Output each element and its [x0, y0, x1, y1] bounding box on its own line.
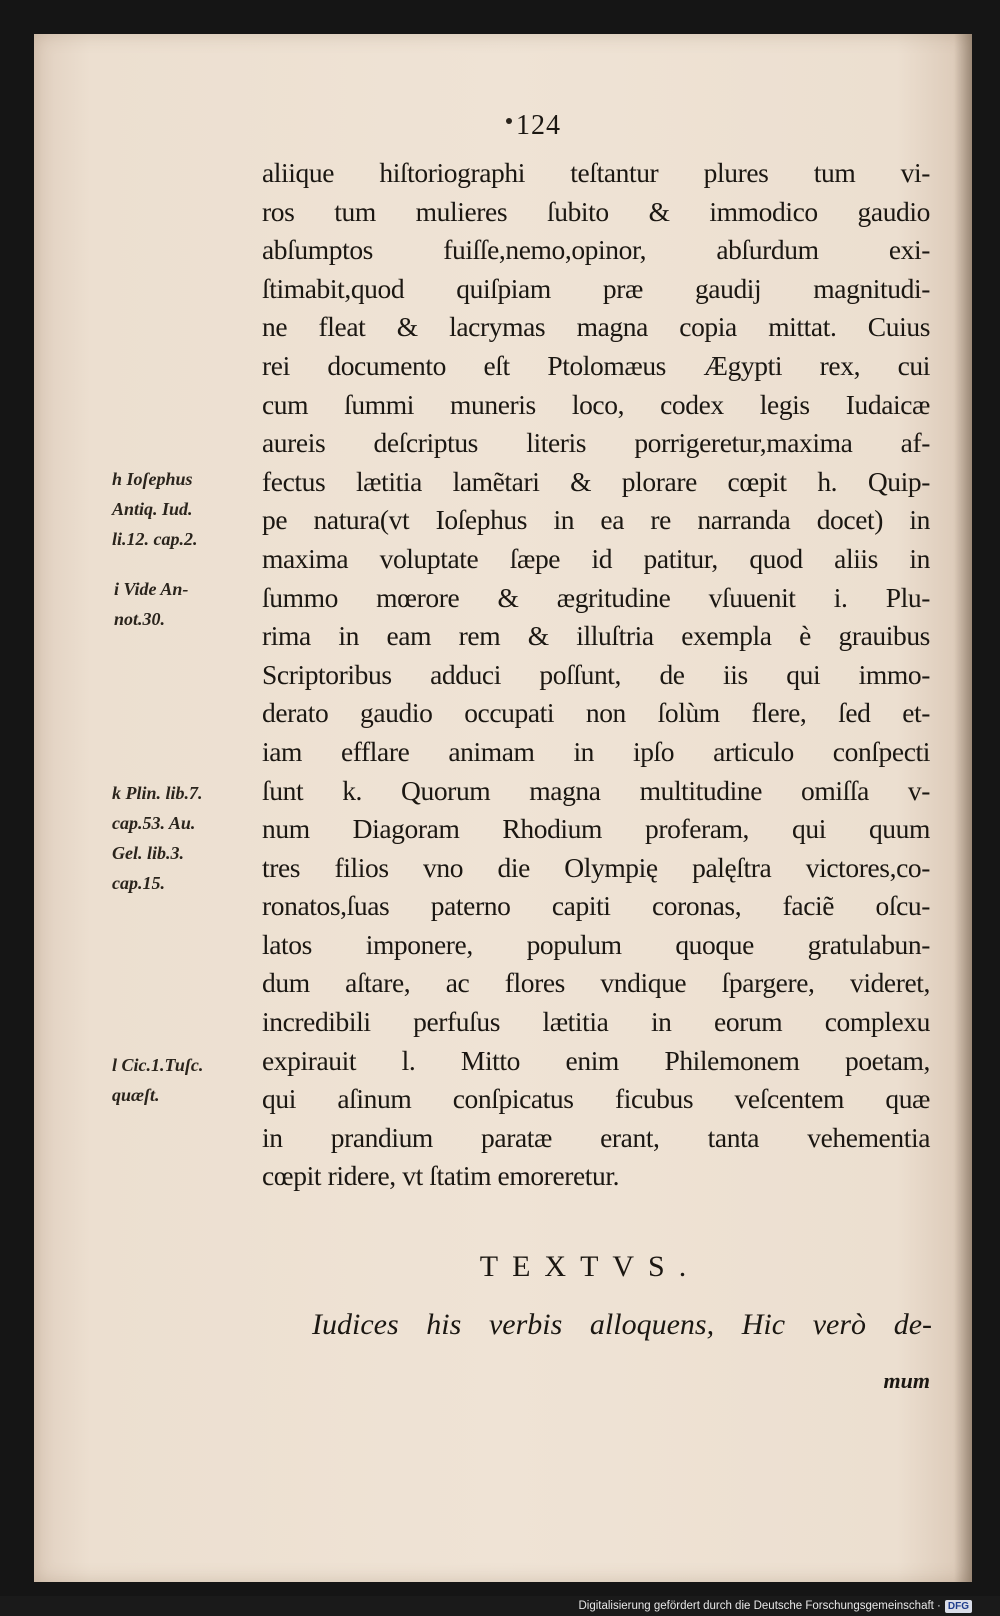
- text-line: fectus lætitia lamẽtari & plorare cœpit h. Quip-: [262, 465, 930, 497]
- dfg-logo-icon: DFG: [945, 1600, 972, 1613]
- text-line: qui aſinum conſpicatus ficubus veſcentem quæ: [262, 1083, 930, 1115]
- text-line: ros tum mulieres ſubito & immodico gaudio: [262, 195, 930, 227]
- text-line: ſunt k. Quorum magna multitudine omiſſa v-: [262, 774, 930, 806]
- text-line: maxima voluptate ſæpe id patitur, quod aliis in: [262, 542, 930, 574]
- text-line: ne fleat & lacrymas magna copia mittat. Cuius: [262, 311, 930, 343]
- text-line: rei documento eſt Ptolomæus Ægypti rex, cui: [262, 349, 930, 381]
- text-line: dum aſtare, ac flores vndique ſpargere, videret,: [262, 967, 930, 999]
- text-line: abſumptos fuiſſe,nemo,opinor, abſurdum exi-: [262, 234, 930, 266]
- text-line: cœpit ridere, vt ſtatim emoreretur.: [262, 1160, 620, 1192]
- text-line: expirauit l. Mitto enim Philemonem poetam,: [262, 1044, 930, 1076]
- text-line: aureis deſcriptus literis porrigeretur,maxima af-: [262, 427, 930, 459]
- text-line: ronatos,ſuas paterno capiti coronas, faciẽ oſcu-: [262, 890, 930, 922]
- text-line: derato gaudio occupati non ſolùm flere, ſed et-: [262, 697, 930, 729]
- marginal-note-i: i Vide An- not.30.: [114, 579, 189, 629]
- text-line: latos imponere, populum quoque gratulabun-: [262, 928, 930, 960]
- page-number-dot: [506, 118, 512, 124]
- text-line: pe natura(vt Ioſephus in ea re narranda docet) in: [262, 504, 930, 536]
- text-line: iam efflare animam in ipſo articulo conſpecti: [262, 735, 930, 767]
- text-line: aliique hiſtoriographi teſtantur plures tum vi-: [262, 157, 930, 188]
- text-line: ſummo mœrore & ægritudine vſuuenit i. Plu-: [262, 581, 930, 613]
- text-line: ſtimabit,quod quiſpiam præ gaudij magnitudi-: [262, 272, 930, 304]
- credit-text: Digitalisierung gefördert durch die Deutsche Forschungsgemeinschaft ·: [578, 1600, 941, 1612]
- text-line: incredibili perfuſus lætitia in eorum complexu: [262, 1006, 930, 1038]
- text-line: Scriptoribus adduci poſſunt, de iis qui immo-: [262, 658, 930, 690]
- italic-text-line: Iudices his verbis alloquens, Hic verò de-: [312, 1308, 932, 1341]
- page-number: 124: [516, 110, 561, 141]
- section-heading: TEXTVS.: [479, 1250, 701, 1283]
- text-line: num Diagoram Rhodium proferam, qui quum: [262, 813, 930, 845]
- body-text: [262, 154, 930, 1196]
- text-line: in prandium paratæ erant, tanta vehementia: [262, 1121, 930, 1153]
- text-line: cum ſummi muneris loco, codex legis Iudaicæ: [262, 388, 930, 420]
- text-line: tres filios vno die Olympię palęſtra victores,co-: [262, 851, 930, 883]
- digitization-credit: [578, 1597, 972, 1615]
- catchword: mum: [883, 1368, 930, 1393]
- marginal-note-h: h Ioſephus Antiq. Iud. li.12. cap.2.: [112, 469, 198, 549]
- page-edge-shadow: [954, 34, 972, 1582]
- marginal-note-l: l Cic.1.Tuſc. quæſt.: [112, 1055, 204, 1105]
- text-line: rima in eam rem & illuſtria exempla è grauibus: [262, 620, 930, 652]
- marginal-note-k: k Plin. lib.7. cap.53. Au. Gel. lib.3. cap.15.: [112, 783, 203, 893]
